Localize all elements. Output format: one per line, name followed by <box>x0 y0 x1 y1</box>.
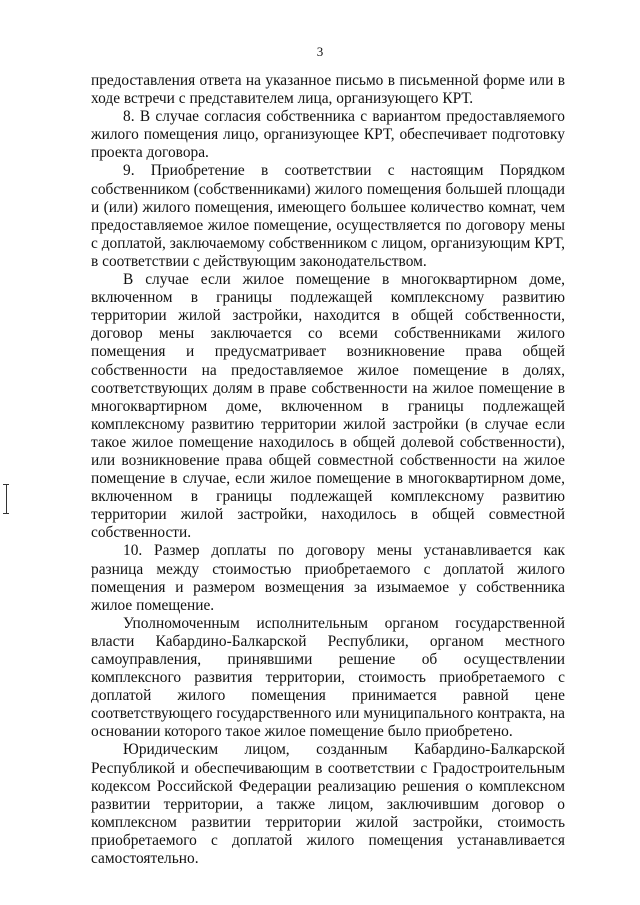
paragraph-legal-entity: Юридическим лицом, созданным Кабардино-Балкарской Республикой и обеспечивающим в соответствии с Градостроительным кодексом Российской Федерации реализацию решения о комплексном развитии территории, а также лицом, заключившим договор о комплексном развитии территории жилой застройки, стоимость приобретаемого с доплатой жилого помещения устанавливается самостоятельно. <box>91 741 565 868</box>
paragraph-continuation: предоставления ответа на указанное письмо в письменной форме или в ходе встречи с представителем лица, организующего КРТ. <box>91 72 565 108</box>
page-number: 3 <box>316 44 324 59</box>
margin-scan-tick-bottom <box>3 513 9 514</box>
paragraph-common-property: В случае если жилое помещение в многоквартирном доме, включенном в границы подлежащей комплексному развитию территории жилой застройки, находится в общей собственности, договор мены заключается со всеми собственниками жилого помещения и предусматривает возникновение права общей собственности на предоставляемое жилое помещение в долях, соответствующих долям в праве собственности на жилое помещение в многоквартирном доме, включенном в границы подлежащей комплексному развитию территории жилой застройки (в случае если такое жилое помещение находилось в общей долевой собственности), или возникновение права общей совместной собственности на жилое помещение в случае, если жилое помещение в многоквартирном доме, включенном в границы подлежащей комплексному развитию территории жилой застройки, находилось в общей совместной собственности. <box>91 271 565 542</box>
paragraph-item-8: 8. В случае согласия собственника с вариантом предоставляемого жилого помещения лицо, организующее КРТ, обеспечивает подготовку проекта договора. <box>91 108 565 162</box>
paragraph-item-10: 10. Размер доплаты по договору мены устанавливается как разница между стоимостью приобретаемого с доплатой жилого помещения и размером возмещения за изымаемое у собственника жилое помещение. <box>91 542 565 614</box>
document-body <box>91 72 565 868</box>
margin-scan-tick-top <box>3 484 9 485</box>
paragraph-item-9: 9. Приобретение в соответствии с настоящим Порядком собственником (собственниками) жилого помещения большей площади и (или) жилого помещения, имеющего большее количество комнат, чем предоставляемое жилое помещение, осуществляется по договору мены с доплатой, заключаемому собственником с лицом, организующим КРТ, в соответствии с действующим законодательством. <box>91 162 565 270</box>
paragraph-authorized-body: Уполномоченным исполнительным органом государственной власти Кабардино-Балкарской Республики, органом местного самоуправления, принявшими решение об осуществлении комплексного развития территории, стоимость приобретаемого с доплатой жилого помещения принимается равной цене соответствующего государственного или муниципального контракта, на основании которого такое жилое помещение было приобретено. <box>91 614 565 741</box>
margin-scan-mark <box>6 484 7 514</box>
